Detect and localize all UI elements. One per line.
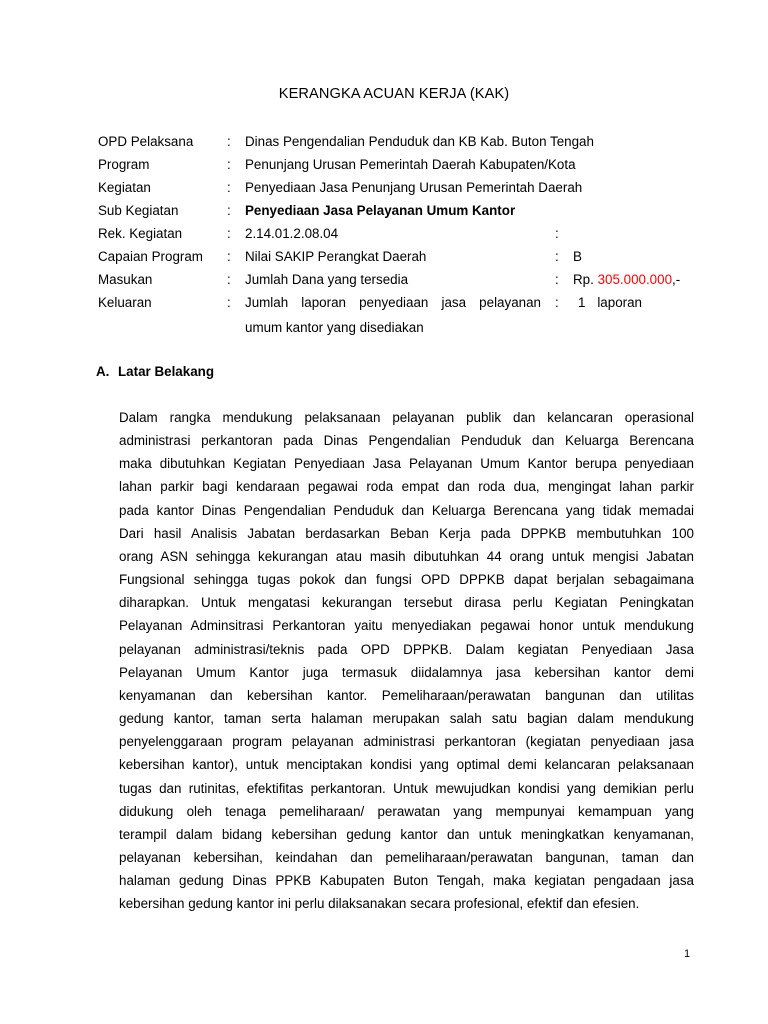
paragraph-line: diharapkan. Untuk mengatasi kekurangan tersebut dirasa perlu Kegiatan Peningkatan <box>119 595 694 611</box>
paragraph-line: maka dibutuhkan Kegiatan Penyediaan Jasa Pelayanan Umum Kantor berupa penyediaan <box>119 456 694 472</box>
colon: : <box>555 272 559 287</box>
info-row-kegiatan <box>0 178 768 198</box>
info-label-capaian: Capaian Program <box>98 249 203 264</box>
info-value-capaian: Nilai SAKIP Perangkat Daerah <box>245 249 427 264</box>
info-value-program: Penunjang Urusan Pemerintah Daerah Kabupaten/Kota <box>245 157 576 172</box>
info-row-masukan <box>0 270 768 290</box>
info-label-kegiatan: Kegiatan <box>98 180 151 195</box>
paragraph-line: gedung kantor, taman serta halaman merupakan salah satu bagian dalam mendukung <box>119 711 694 727</box>
info-value-keluaran-line2: umum kantor yang disediakan <box>245 320 424 335</box>
info-label-keluaran: Keluaran <box>98 295 152 310</box>
paragraph-line: kebersihan gedung kantor ini perlu dilaksanakan secara profesional, efektif dan efesien. <box>119 896 640 912</box>
info-value-sub-kegiatan: Penyediaan Jasa Pelayanan Umum Kantor <box>245 203 516 218</box>
amount-value: 305.000.000 <box>597 272 673 287</box>
background-paragraph <box>119 406 694 915</box>
info-row-program <box>0 155 768 175</box>
info-row-capaian <box>0 247 768 267</box>
info-label-rek-kegiatan: Rek. Kegiatan <box>98 226 183 241</box>
colon: : <box>227 134 231 149</box>
colon: : <box>227 157 231 172</box>
paragraph-line: didukung oleh tenaga pemeliharaan/ perawatan yang mempunyai kemampuan yang <box>119 803 694 819</box>
paragraph-line: Dari hasil Analisis Jabatan berdasarkan Beban Kerja pada DPPKB membutuhkan 100 <box>119 525 694 541</box>
paragraph-line: kebersihan kantor), untuk menciptakan kondisi yang optimal demi kelancaran pelaksanaan <box>119 757 694 773</box>
info-label-masukan: Masukan <box>98 272 153 287</box>
info-value-kegiatan: Penyediaan Jasa Penunjang Urusan Pemerintah Daerah <box>245 180 583 195</box>
paragraph-line: halaman gedung Dinas PPKB Kabupaten Buton Tengah, maka kegiatan pengadaan jasa <box>119 873 694 889</box>
colon: : <box>227 226 231 241</box>
colon: : <box>555 295 559 310</box>
paragraph-line: lahan parkir bagi kendaraan pegawai roda empat dan roda dua, mengingat lahan parkir <box>119 479 694 495</box>
info-value-keluaran-line1: Jumlah laporan penyediaan jasa pelayanan <box>245 295 541 310</box>
paragraph-line: kenyamanan dan kebersihan kantor. Pemeliharaan/perawatan bangunan dan utilitas <box>119 687 694 703</box>
amount-prefix: Rp. <box>573 272 598 287</box>
paragraph-line: administrasi perkantoran pada Dinas Pengendalian Penduduk dan Keluarga Berencana <box>119 433 694 449</box>
paragraph-line: tugas dan rutinitas, efektifitas perkantoran. Untuk mewujudkan kondisi yang demikian perlu <box>119 780 694 796</box>
info-target-keluaran: 1 laporan <box>578 295 642 310</box>
paragraph-line: Dalam rangka mendukung pelaksanaan pelayanan publik dan kelancaran operasional <box>119 410 694 425</box>
amount-suffix: ,- <box>672 272 681 287</box>
info-label-sub-kegiatan: Sub Kegiatan <box>98 203 179 218</box>
paragraph-line: terampil dalam bidang kebersihan gedung kantor dan untuk meningkatkan kenyamanan, <box>119 826 694 842</box>
paragraph-line: penyelenggaraan program pelayanan administrasi perkantoran (kegiatan penyediaan jasa <box>119 734 694 750</box>
info-row-opd <box>0 132 768 152</box>
info-value-opd: Dinas Pengendalian Penduduk dan KB Kab. Buton Tengah <box>245 134 594 149</box>
info-target-masukan <box>573 270 680 290</box>
paragraph-line: Pelayanan Umum Kantor juga termasuk diidalamnya jasa kebersihan kantor demi <box>119 664 694 680</box>
info-row-sub-kegiatan <box>0 201 768 221</box>
section-title: Latar Belakang <box>118 364 215 379</box>
info-label-opd: OPD Pelaksana <box>98 134 194 149</box>
page-number: 1 <box>684 948 691 960</box>
colon: : <box>227 203 231 218</box>
colon: : <box>227 180 231 195</box>
colon: : <box>227 295 231 310</box>
info-row-keluaran <box>0 293 768 313</box>
document-title: KERANGKA ACUAN KERJA (KAK) <box>278 86 510 102</box>
colon: : <box>227 249 231 264</box>
section-heading <box>96 362 214 382</box>
info-label-program: Program <box>98 157 150 172</box>
paragraph-line: pelayanan kebersihan, keindahan dan pemeliharaan/perawatan bangunan, taman dan <box>119 849 694 865</box>
paragraph-line: pelayanan administrasi/teknis pada OPD DPPKB. Dalam kegiatan Penyediaan Jasa <box>119 641 694 657</box>
info-target-capaian: B <box>573 249 582 264</box>
paragraph-line: orang ASN sehingga kekurangan atau masih dibutuhkan 44 orang untuk mengisi Jabatan <box>119 548 694 564</box>
colon: : <box>555 249 559 264</box>
paragraph-line: Fungsional sehingga tugas pokok dan fungsi OPD DPPKB dapat berjalan sebagaimana <box>119 572 694 588</box>
info-value-masukan: Jumlah Dana yang tersedia <box>245 272 409 287</box>
info-row-rek-kegiatan <box>0 224 768 244</box>
paragraph-line: Pelayanan Adminsitrasi Perkantoran yaitu menyediakan pegawai honor untuk mendukung <box>119 618 694 634</box>
paragraph-line: pada kantor Dinas Pengendalian Penduduk dan Keluarga Berencana yang tidak memadai <box>119 502 694 518</box>
info-value-rek-kegiatan: 2.14.01.2.08.04 <box>245 226 339 241</box>
colon: : <box>555 226 559 241</box>
colon: : <box>227 272 231 287</box>
section-letter: A. <box>96 364 110 379</box>
